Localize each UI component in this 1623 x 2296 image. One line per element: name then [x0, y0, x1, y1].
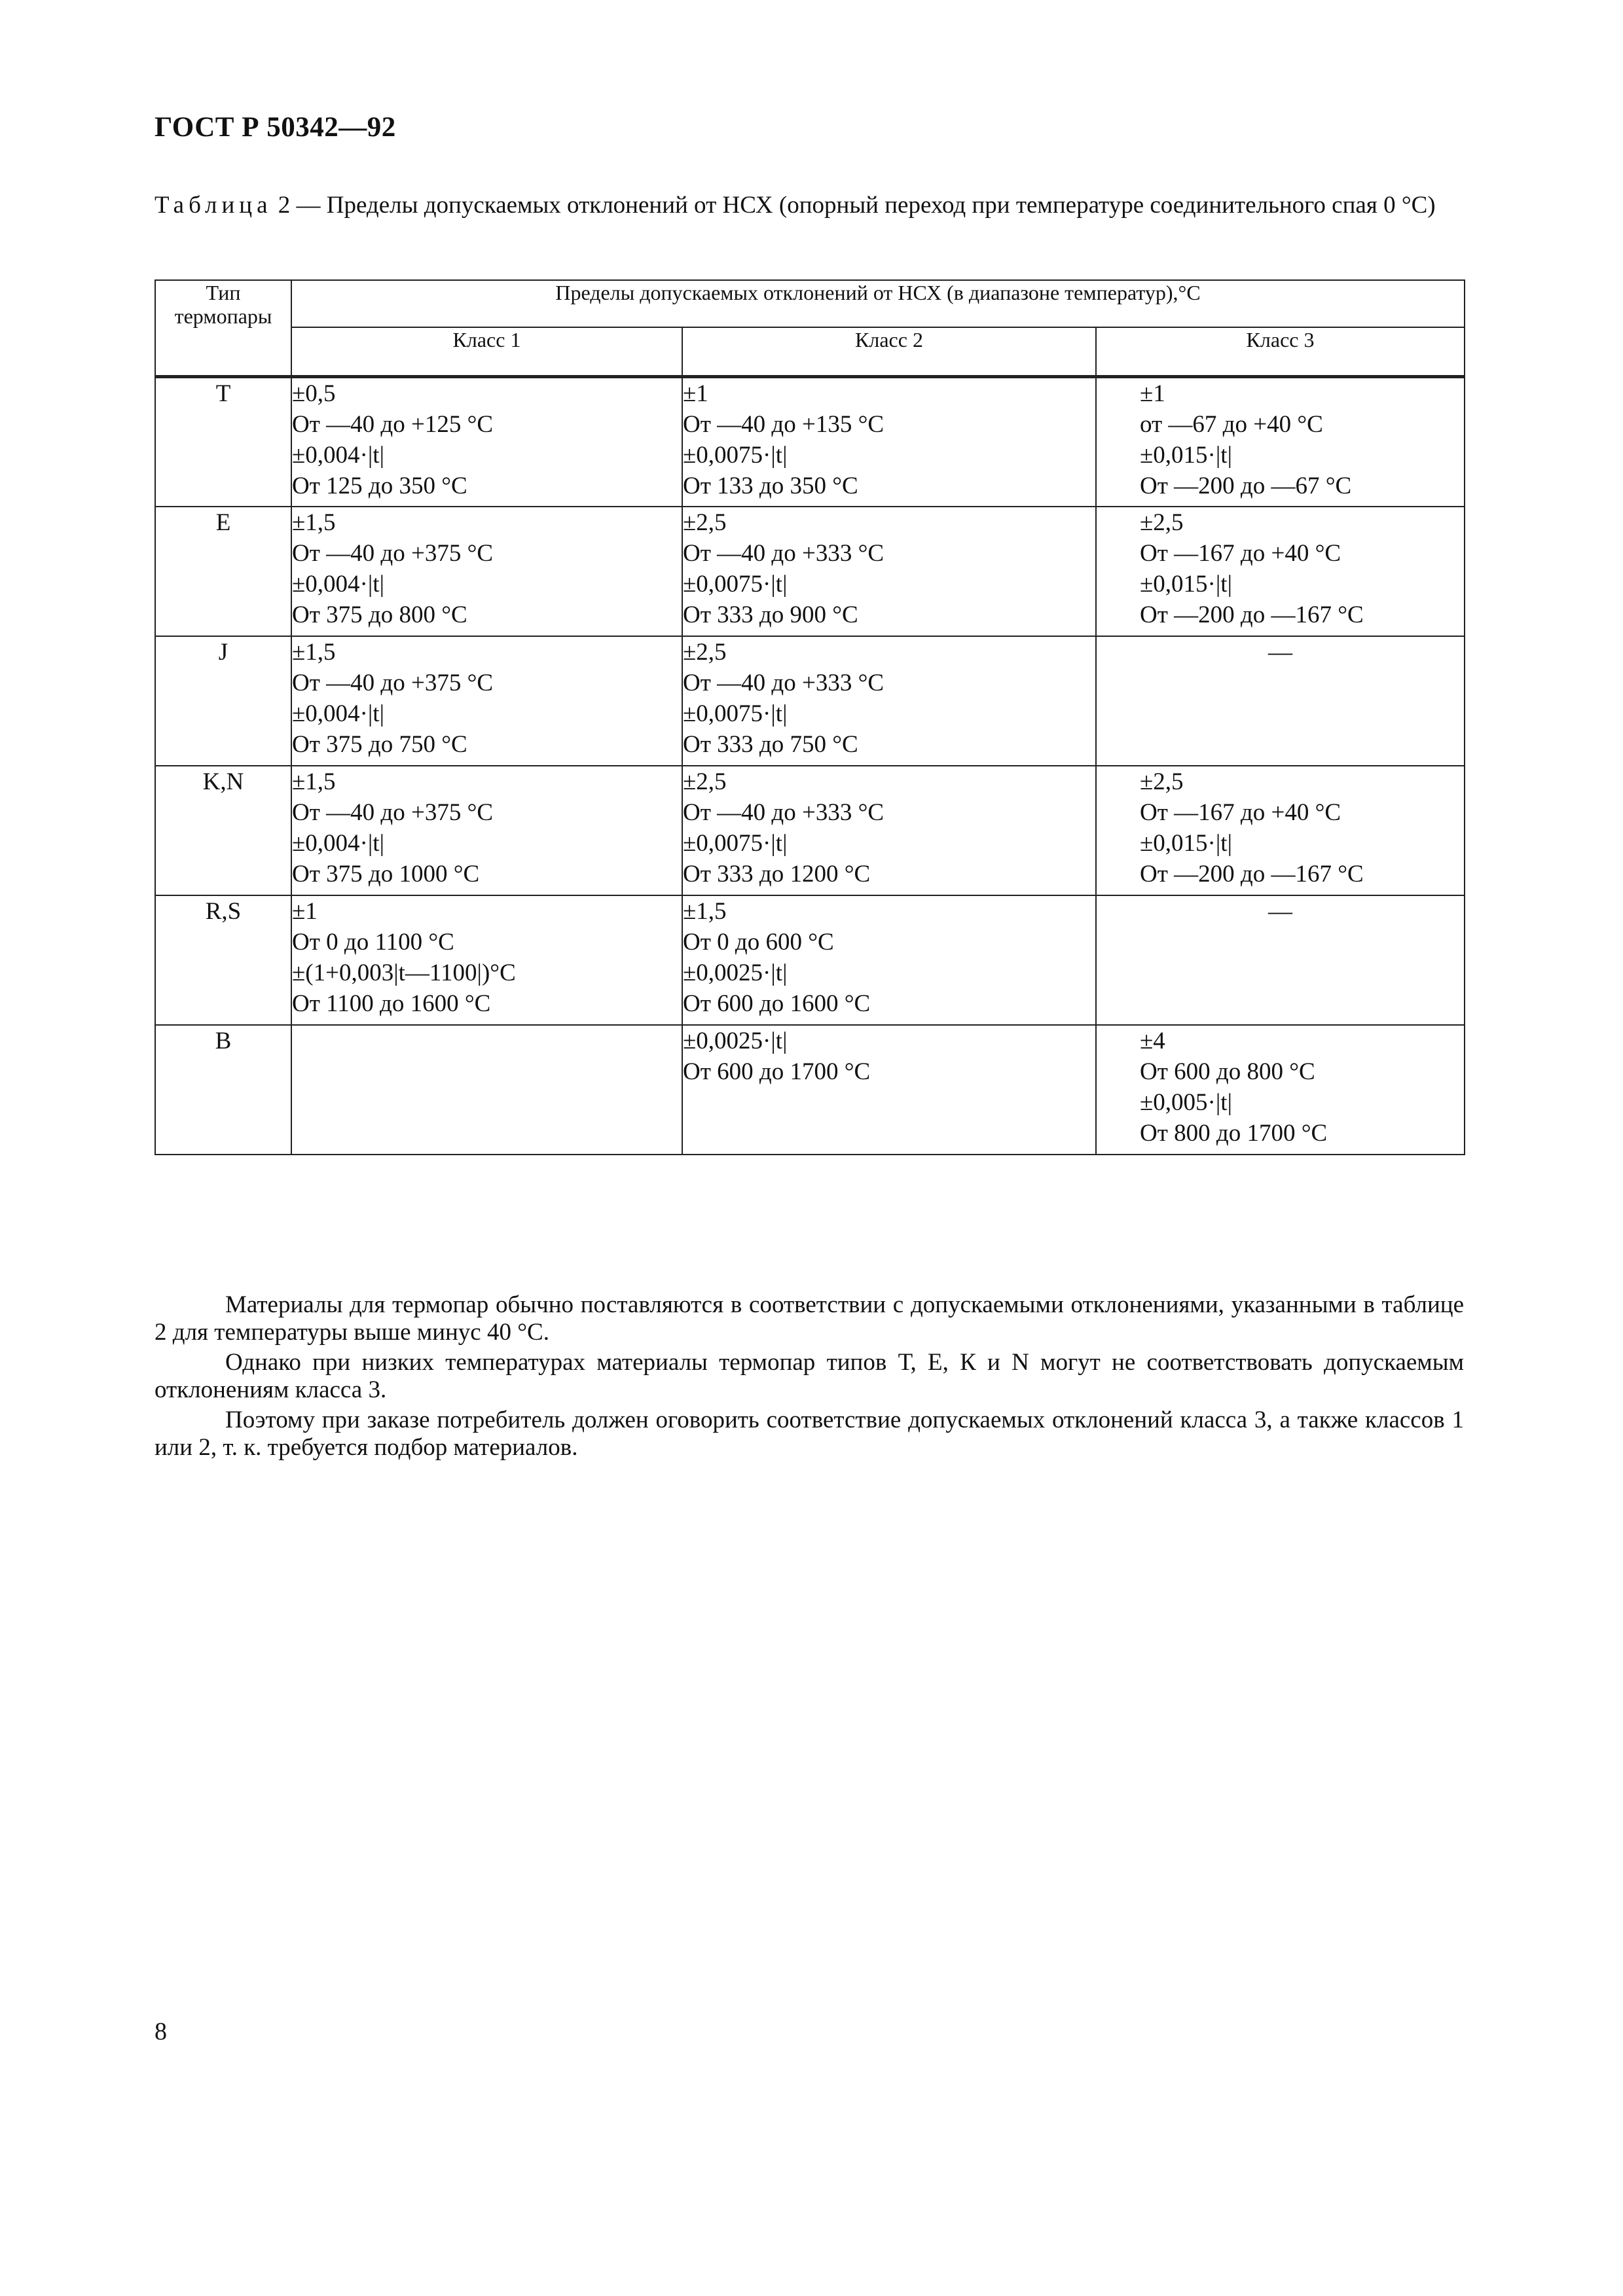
- tolerance-line: От —40 до +375 °С: [292, 539, 494, 567]
- tolerance-line: ±0,5: [292, 380, 336, 407]
- tolerance-line: ±0,0075·|t|: [683, 570, 788, 598]
- tolerance-line: ±4: [1140, 1027, 1165, 1054]
- tolerance-cell-class-2: [682, 1025, 1096, 1155]
- type-column-header: Тип термопары: [155, 280, 291, 377]
- tolerance-line: От 1100 до 1600 °С: [292, 990, 491, 1017]
- tolerance-cell-class-3: [1096, 507, 1465, 636]
- tolerance-line: ±1,5: [292, 768, 336, 795]
- tolerance-line: ±0,015·|t|: [1140, 442, 1232, 469]
- tolerance-line: ±0,004·|t|: [292, 570, 384, 598]
- tolerance-cell-class-3: [1096, 895, 1465, 1025]
- tolerance-line: От 375 до 1000 °С: [292, 860, 480, 888]
- tolerance-line: ±2,5: [683, 509, 727, 536]
- table-caption-text: 2 — Пределы допускаемых отклонений от НСХ (опорный переход при температуре соединительного спая 0 °С): [272, 192, 1436, 219]
- tolerance-line: ±0,004·|t|: [292, 829, 384, 857]
- tolerance-line: От 600 до 1600 °С: [683, 990, 871, 1017]
- class-2-header: Класс 2: [682, 327, 1096, 377]
- tolerance-line: ±1,5: [683, 897, 727, 925]
- tolerance-cell-class-3: [1096, 1025, 1465, 1155]
- tolerance-line: От 333 до 900 °С: [683, 601, 858, 628]
- tolerance-line: От —167 до +40 °С: [1140, 539, 1341, 567]
- tolerance-line: ±(1+0,003|t—1100|)°С: [292, 959, 516, 986]
- table-caption-prefix: Таблица: [155, 192, 272, 219]
- table-row: [155, 1025, 1465, 1155]
- tolerance-line: ±1: [683, 380, 708, 407]
- tolerance-line: От 133 до 350 °С: [683, 473, 858, 499]
- tolerance-line: От —200 до —67 °С: [1140, 473, 1352, 499]
- table-row: [155, 766, 1465, 895]
- tolerance-line: От —40 до +375 °С: [292, 798, 494, 826]
- tolerance-line: От 0 до 1100 °С: [292, 928, 454, 956]
- tolerance-line: От —40 до +375 °С: [292, 669, 494, 696]
- tolerance-table: [155, 279, 1465, 1155]
- tolerance-line: От —40 до +125 °С: [292, 411, 494, 438]
- tolerance-line: ±0,004·|t|: [292, 700, 384, 727]
- tolerance-line: ±0,015·|t|: [1140, 829, 1232, 857]
- tolerance-cell-class-2: [682, 895, 1096, 1025]
- tolerance-cell-class-2: [682, 507, 1096, 636]
- class-3-header: Класс 3: [1096, 327, 1465, 377]
- tolerance-line: От —167 до +40 °С: [1140, 798, 1341, 826]
- tolerance-line: От 333 до 750 °С: [683, 730, 858, 758]
- tolerance-line: —: [1268, 897, 1293, 925]
- thermocouple-type-cell: T: [155, 377, 291, 507]
- tolerance-line: ±0,015·|t|: [1140, 570, 1232, 598]
- table-row: [155, 507, 1465, 636]
- paragraph: Однако при низких температурах материалы термопар типов Т, Е, К и N могут не соответствовать допускаемым отклонениям класса 3.: [155, 1349, 1464, 1403]
- tolerance-line: От 375 до 750 °С: [292, 730, 467, 758]
- tolerance-line: от —67 до +40 °С: [1140, 411, 1323, 438]
- document-header: ГОСТ Р 50342—92: [155, 112, 396, 143]
- thermocouple-type-cell: K,N: [155, 766, 291, 895]
- tolerance-line: От 600 до 1700 °С: [683, 1058, 871, 1085]
- tolerance-cell-class-1: [291, 766, 682, 895]
- tolerance-line: ±0,0075·|t|: [683, 829, 788, 857]
- tolerance-line: От 125 до 350 °С: [292, 473, 467, 499]
- thermocouple-type-cell: B: [155, 1025, 291, 1155]
- tolerance-line: От 333 до 1200 °С: [683, 860, 871, 888]
- tolerance-cell-class-3: [1096, 766, 1465, 895]
- tolerance-line: От 800 до 1700 °С: [1140, 1119, 1328, 1147]
- tolerance-line: ±0,004·|t|: [292, 442, 384, 469]
- thermocouple-type-cell: E: [155, 507, 291, 636]
- tolerance-line: От 375 до 800 °С: [292, 601, 467, 628]
- table-body: [155, 377, 1465, 1155]
- tolerance-line: От 600 до 800 °С: [1140, 1058, 1315, 1085]
- tolerance-cell-class-2: [682, 377, 1096, 507]
- thermocouple-type-cell: J: [155, 636, 291, 766]
- table-row: [155, 895, 1465, 1025]
- tolerance-line: От —40 до +135 °С: [683, 411, 884, 438]
- tolerance-cell-class-1: [291, 636, 682, 766]
- tolerance-line: ±0,0075·|t|: [683, 700, 788, 727]
- tolerance-line: От —40 до +333 °С: [683, 539, 884, 567]
- table-row: [155, 636, 1465, 766]
- body-text: [155, 1291, 1464, 1464]
- tolerance-line: ±2,5: [683, 638, 727, 666]
- tolerance-line: От —200 до —167 °С: [1140, 601, 1364, 628]
- tolerance-line: ±0,0075·|t|: [683, 442, 788, 469]
- paragraph: Поэтому при заказе потребитель должен оговорить соответствие допускаемых отклонений класса 3, а также классов 1 или 2, т. к. требуется подбор материалов.: [155, 1407, 1464, 1461]
- tolerance-line: ±2,5: [1140, 768, 1184, 795]
- tolerance-line: От —40 до +333 °С: [683, 669, 884, 696]
- table-row: [155, 377, 1465, 507]
- tolerance-line: ±0,0025·|t|: [683, 1027, 788, 1054]
- tolerance-cell-class-1: [291, 895, 682, 1025]
- tolerance-cell-class-3: [1096, 377, 1465, 507]
- tolerance-line: ±2,5: [683, 768, 727, 795]
- thermocouple-type-cell: R,S: [155, 895, 291, 1025]
- tolerance-line: ±0,0025·|t|: [683, 959, 788, 986]
- tolerance-cell-class-1: [291, 377, 682, 507]
- limits-column-header: Пределы допускаемых отклонений от НСХ (в диапазоне температур),°С: [291, 280, 1465, 327]
- tolerance-line: ±1: [1140, 380, 1165, 407]
- tolerance-cell-class-1: [291, 1025, 682, 1155]
- tolerance-line: ±0,005·|t|: [1140, 1088, 1232, 1116]
- tolerance-line: ±1,5: [292, 509, 336, 536]
- tolerance-line: —: [1268, 638, 1293, 666]
- tolerance-cell-class-3: [1096, 636, 1465, 766]
- tolerance-line: ±2,5: [1140, 509, 1184, 536]
- table-caption: [155, 190, 1464, 221]
- tolerance-line: От —200 до —167 °С: [1140, 860, 1364, 888]
- tolerance-cell-class-2: [682, 636, 1096, 766]
- tolerance-line: ±1,5: [292, 638, 336, 666]
- tolerance-cell-class-2: [682, 766, 1096, 895]
- tolerance-cell-class-1: [291, 507, 682, 636]
- paragraph: Материалы для термопар обычно поставляются в соответствии с допускаемыми отклонениями, указанными в таблице 2 для температуры выше минус 40 °С.: [155, 1291, 1464, 1346]
- tolerance-line: ±1: [292, 897, 318, 925]
- class-1-header: Класс 1: [291, 327, 682, 377]
- page-number: 8: [155, 2018, 167, 2045]
- tolerance-line: От —40 до +333 °С: [683, 798, 884, 826]
- tolerance-line: От 0 до 600 °С: [683, 928, 834, 956]
